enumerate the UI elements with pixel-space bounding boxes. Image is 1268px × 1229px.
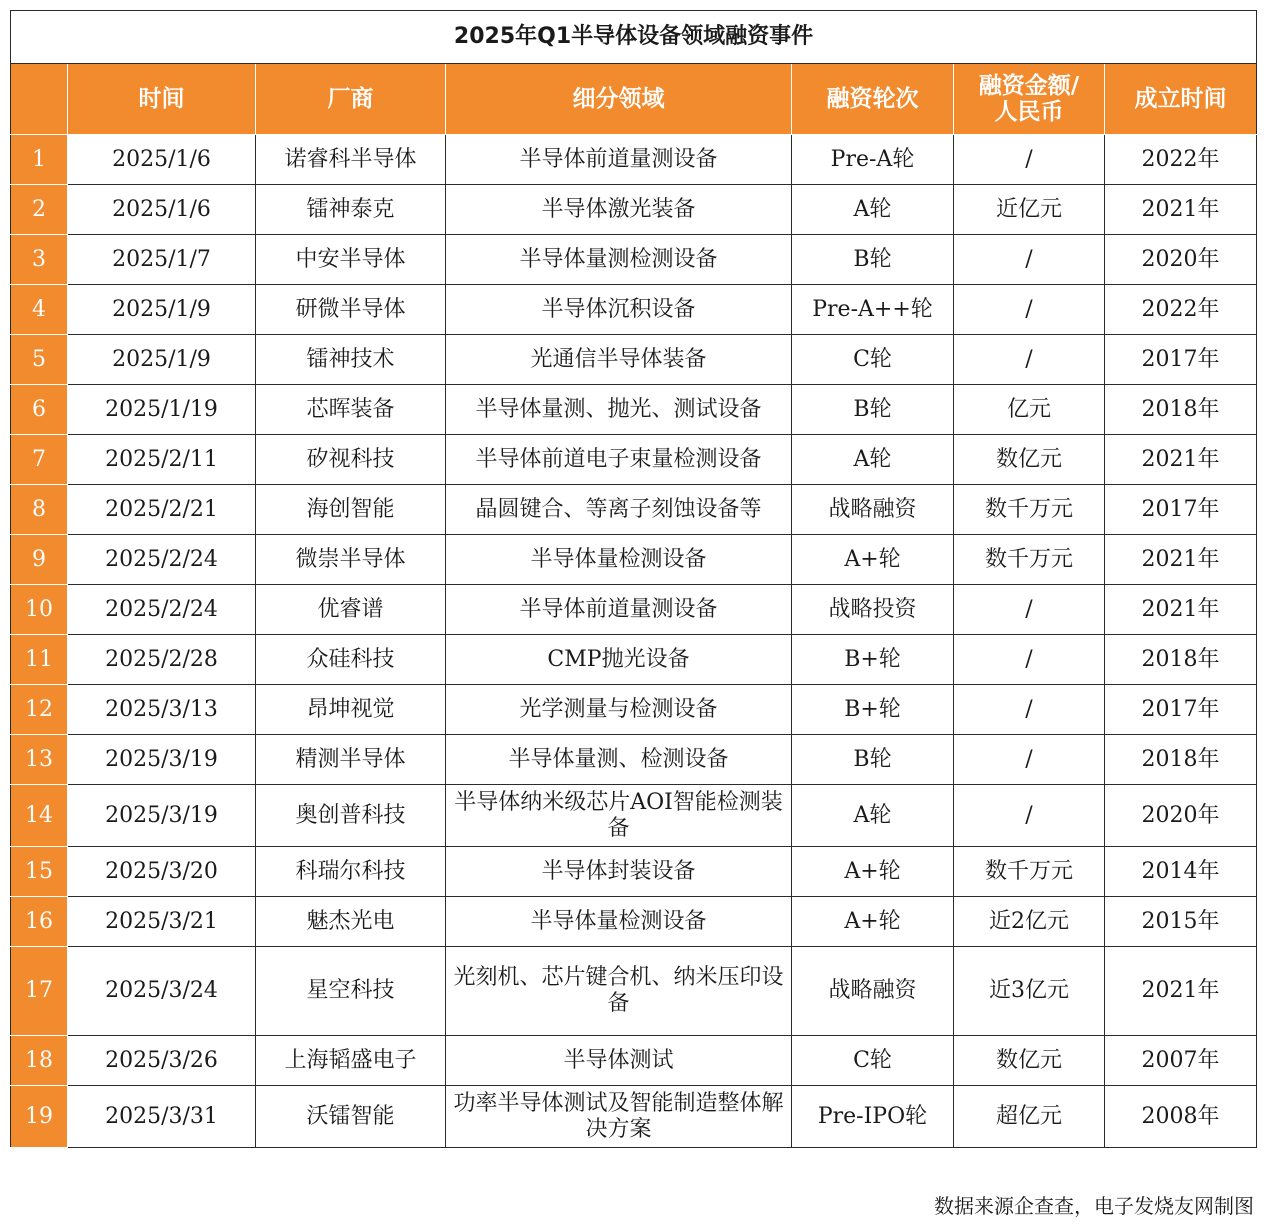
row-index: 8 xyxy=(11,485,68,535)
funding-table xyxy=(10,10,1257,1148)
row-round: A+轮 xyxy=(792,535,954,585)
row-index: 2 xyxy=(11,185,68,235)
row-amount: 数千万元 xyxy=(954,535,1105,585)
row-field: 半导体量测检测设备 xyxy=(446,235,792,285)
table-row xyxy=(11,285,1257,335)
header-round: 融资轮次 xyxy=(792,64,954,135)
row-index: 7 xyxy=(11,435,68,485)
row-vendor: 科瑞尔科技 xyxy=(256,847,446,897)
row-index: 9 xyxy=(11,535,68,585)
row-index: 1 xyxy=(11,135,68,185)
header-row xyxy=(11,64,1257,135)
row-field: 半导体测试 xyxy=(446,1036,792,1086)
row-amount: 数千万元 xyxy=(954,847,1105,897)
table-row xyxy=(11,735,1257,785)
row-field: 晶圆键合、等离子刻蚀设备等 xyxy=(446,485,792,535)
row-founded: 2021年 xyxy=(1105,535,1257,585)
row-time: 2025/3/20 xyxy=(68,847,256,897)
row-vendor: 昂坤视觉 xyxy=(256,685,446,735)
table-row xyxy=(11,897,1257,947)
row-round: A+轮 xyxy=(792,897,954,947)
table-row xyxy=(11,1036,1257,1086)
row-index: 16 xyxy=(11,897,68,947)
row-field: 半导体前道量测设备 xyxy=(446,585,792,635)
row-round: B+轮 xyxy=(792,635,954,685)
table-row xyxy=(11,635,1257,685)
funding-table-container xyxy=(10,10,1256,1148)
row-founded: 2007年 xyxy=(1105,1036,1257,1086)
row-index: 11 xyxy=(11,635,68,685)
row-amount: / xyxy=(954,235,1105,285)
row-round: Pre-A++轮 xyxy=(792,285,954,335)
row-index: 15 xyxy=(11,847,68,897)
table-body xyxy=(11,135,1257,1148)
row-round: C轮 xyxy=(792,335,954,385)
row-index: 17 xyxy=(11,947,68,1036)
row-amount: / xyxy=(954,585,1105,635)
row-time: 2025/3/19 xyxy=(68,735,256,785)
table-row xyxy=(11,847,1257,897)
row-vendor: 沃镭智能 xyxy=(256,1086,446,1148)
row-round: 战略融资 xyxy=(792,947,954,1036)
row-time: 2025/3/24 xyxy=(68,947,256,1036)
row-founded: 2020年 xyxy=(1105,235,1257,285)
row-founded: 2014年 xyxy=(1105,847,1257,897)
row-vendor: 上海韬盛电子 xyxy=(256,1036,446,1086)
row-amount: 数亿元 xyxy=(954,1036,1105,1086)
row-time: 2025/3/26 xyxy=(68,1036,256,1086)
row-time: 2025/1/9 xyxy=(68,335,256,385)
row-amount: / xyxy=(954,135,1105,185)
table-row xyxy=(11,485,1257,535)
row-amount: / xyxy=(954,335,1105,385)
row-founded: 2021年 xyxy=(1105,947,1257,1036)
row-index: 19 xyxy=(11,1086,68,1148)
row-field: 功率半导体测试及智能制造整体解决方案 xyxy=(446,1086,792,1148)
header-amount: 融资金额/人民币 xyxy=(954,64,1105,135)
row-amount: 数千万元 xyxy=(954,485,1105,535)
row-field: 光学测量与检测设备 xyxy=(446,685,792,735)
row-time: 2025/1/9 xyxy=(68,285,256,335)
row-index: 6 xyxy=(11,385,68,435)
row-vendor: 诺睿科半导体 xyxy=(256,135,446,185)
row-founded: 2021年 xyxy=(1105,585,1257,635)
row-round: B轮 xyxy=(792,235,954,285)
row-field: 半导体量检测设备 xyxy=(446,897,792,947)
row-amount: 数亿元 xyxy=(954,435,1105,485)
row-amount: 近亿元 xyxy=(954,185,1105,235)
row-amount: / xyxy=(954,285,1105,335)
table-row xyxy=(11,385,1257,435)
row-field: 光通信半导体装备 xyxy=(446,335,792,385)
row-field: 半导体封装设备 xyxy=(446,847,792,897)
row-time: 2025/1/6 xyxy=(68,185,256,235)
header-time: 时间 xyxy=(68,64,256,135)
row-field: 半导体量测、抛光、测试设备 xyxy=(446,385,792,435)
row-amount: 近3亿元 xyxy=(954,947,1105,1036)
row-round: 战略投资 xyxy=(792,585,954,635)
table-row xyxy=(11,1086,1257,1148)
table-title: 2025年Q1半导体设备领域融资事件 xyxy=(11,11,1257,64)
row-index: 18 xyxy=(11,1036,68,1086)
row-founded: 2017年 xyxy=(1105,485,1257,535)
row-time: 2025/3/31 xyxy=(68,1086,256,1148)
row-vendor: 矽视科技 xyxy=(256,435,446,485)
row-round: A轮 xyxy=(792,185,954,235)
row-vendor: 奥创普科技 xyxy=(256,785,446,847)
row-round: B轮 xyxy=(792,735,954,785)
row-amount: / xyxy=(954,685,1105,735)
row-amount: / xyxy=(954,735,1105,785)
row-index: 14 xyxy=(11,785,68,847)
header-founded: 成立时间 xyxy=(1105,64,1257,135)
row-founded: 2021年 xyxy=(1105,185,1257,235)
row-round: B+轮 xyxy=(792,685,954,735)
row-index: 3 xyxy=(11,235,68,285)
row-founded: 2022年 xyxy=(1105,285,1257,335)
row-amount: / xyxy=(954,785,1105,847)
row-time: 2025/3/19 xyxy=(68,785,256,847)
row-founded: 2008年 xyxy=(1105,1086,1257,1148)
source-note: 数据来源企查查，电子发烧友网制图 xyxy=(934,1194,1254,1218)
row-vendor: 优睿谱 xyxy=(256,585,446,635)
row-vendor: 众硅科技 xyxy=(256,635,446,685)
row-round: Pre-IPO轮 xyxy=(792,1086,954,1148)
row-field: 半导体沉积设备 xyxy=(446,285,792,335)
row-founded: 2018年 xyxy=(1105,385,1257,435)
row-round: A+轮 xyxy=(792,847,954,897)
row-index: 13 xyxy=(11,735,68,785)
table-row xyxy=(11,185,1257,235)
row-time: 2025/1/6 xyxy=(68,135,256,185)
row-round: 战略融资 xyxy=(792,485,954,535)
row-index: 12 xyxy=(11,685,68,735)
row-field: 半导体前道电子束量检测设备 xyxy=(446,435,792,485)
row-amount: 超亿元 xyxy=(954,1086,1105,1148)
row-time: 2025/2/28 xyxy=(68,635,256,685)
row-field: 半导体激光装备 xyxy=(446,185,792,235)
row-founded: 2018年 xyxy=(1105,735,1257,785)
table-row xyxy=(11,135,1257,185)
row-vendor: 海创智能 xyxy=(256,485,446,535)
row-amount: 近2亿元 xyxy=(954,897,1105,947)
row-index: 4 xyxy=(11,285,68,335)
row-field: 光刻机、芯片键合机、纳米压印设备 xyxy=(446,947,792,1036)
table-row xyxy=(11,335,1257,385)
row-time: 2025/1/7 xyxy=(68,235,256,285)
table-row xyxy=(11,235,1257,285)
row-vendor: 镭神泰克 xyxy=(256,185,446,235)
row-round: A轮 xyxy=(792,435,954,485)
table-row xyxy=(11,535,1257,585)
row-vendor: 镭神技术 xyxy=(256,335,446,385)
row-time: 2025/2/21 xyxy=(68,485,256,535)
row-time: 2025/3/13 xyxy=(68,685,256,735)
row-time: 2025/1/19 xyxy=(68,385,256,435)
row-founded: 2022年 xyxy=(1105,135,1257,185)
row-founded: 2017年 xyxy=(1105,335,1257,385)
row-field: 半导体量检测设备 xyxy=(446,535,792,585)
row-round: B轮 xyxy=(792,385,954,435)
table-row xyxy=(11,947,1257,1036)
row-field: CMP抛光设备 xyxy=(446,635,792,685)
row-founded: 2021年 xyxy=(1105,435,1257,485)
row-amount: / xyxy=(954,635,1105,685)
row-round: Pre-A轮 xyxy=(792,135,954,185)
row-time: 2025/3/21 xyxy=(68,897,256,947)
row-vendor: 研微半导体 xyxy=(256,285,446,335)
row-amount: 亿元 xyxy=(954,385,1105,435)
row-founded: 2020年 xyxy=(1105,785,1257,847)
row-founded: 2018年 xyxy=(1105,635,1257,685)
row-field: 半导体前道量测设备 xyxy=(446,135,792,185)
row-vendor: 微崇半导体 xyxy=(256,535,446,585)
row-round: C轮 xyxy=(792,1036,954,1086)
row-founded: 2015年 xyxy=(1105,897,1257,947)
table-row xyxy=(11,685,1257,735)
row-time: 2025/2/24 xyxy=(68,535,256,585)
header-vendor: 厂商 xyxy=(256,64,446,135)
row-vendor: 中安半导体 xyxy=(256,235,446,285)
row-founded: 2017年 xyxy=(1105,685,1257,735)
table-row xyxy=(11,435,1257,485)
row-round: A轮 xyxy=(792,785,954,847)
row-time: 2025/2/11 xyxy=(68,435,256,485)
row-index: 10 xyxy=(11,585,68,635)
header-index xyxy=(11,64,68,135)
row-vendor: 魅杰光电 xyxy=(256,897,446,947)
row-vendor: 芯晖装备 xyxy=(256,385,446,435)
row-field: 半导体量测、检测设备 xyxy=(446,735,792,785)
row-field: 半导体纳米级芯片AOI智能检测装备 xyxy=(446,785,792,847)
row-index: 5 xyxy=(11,335,68,385)
table-row xyxy=(11,585,1257,635)
row-time: 2025/2/24 xyxy=(68,585,256,635)
header-field: 细分领域 xyxy=(446,64,792,135)
table-row xyxy=(11,785,1257,847)
row-vendor: 星空科技 xyxy=(256,947,446,1036)
row-vendor: 精测半导体 xyxy=(256,735,446,785)
